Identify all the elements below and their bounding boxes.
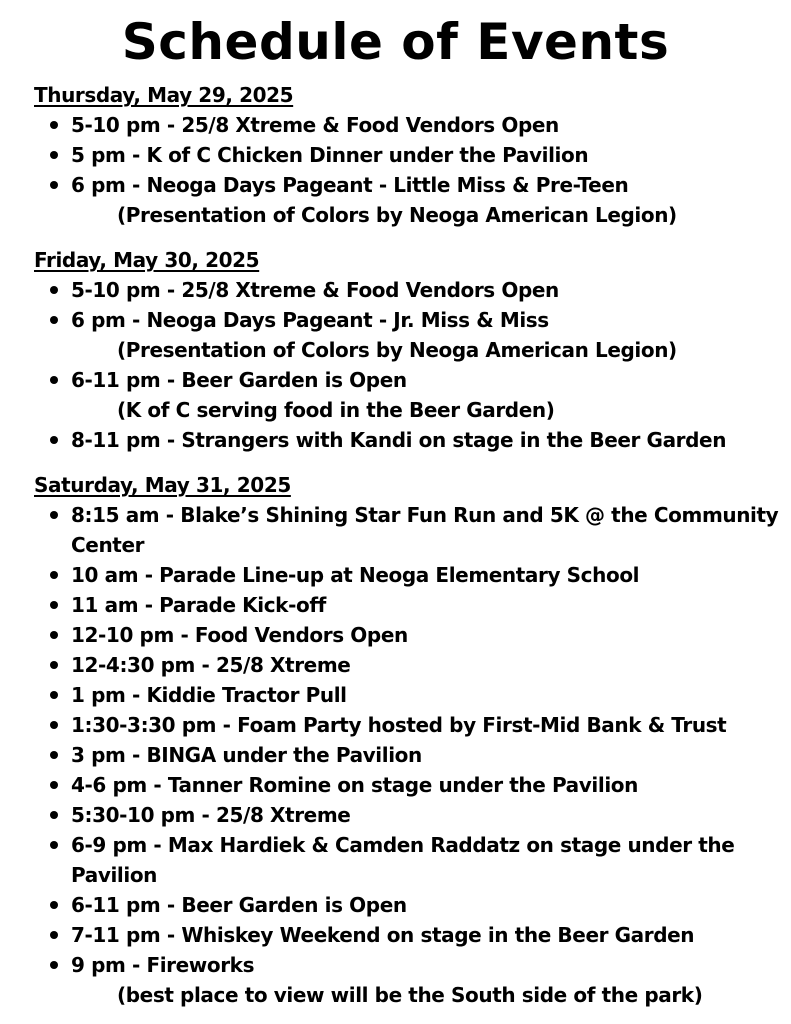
bullet-icon [50,181,58,189]
event-note: (K of C serving food in the Beer Garden) [117,398,555,422]
event-item: 5-10 pm - 25/8 Xtreme & Food Vendors Open [71,278,559,302]
bullet-icon [50,286,58,294]
event-item: 6-9 pm - Max Hardiek & Camden Raddatz on stage under the [71,833,735,857]
event-item: 10 am - Parade Line-up at Neoga Elementary School [71,563,640,587]
day-heading-saturday: Saturday, May 31, 2025 [34,473,291,497]
bullet-icon [50,631,58,639]
bullet-icon [50,781,58,789]
bullet-icon [50,691,58,699]
bullet-icon [50,511,58,519]
event-item-continuation: Pavilion [71,863,157,887]
event-item: 6-11 pm - Beer Garden is Open [71,893,407,917]
event-item: 5-10 pm - 25/8 Xtreme & Food Vendors Open [71,113,559,137]
event-item: 6 pm - Neoga Days Pageant - Jr. Miss & Miss [71,308,549,332]
bullet-icon [50,751,58,759]
bullet-icon [50,601,58,609]
event-note: (Presentation of Colors by Neoga American Legion) [117,203,677,227]
bullet-icon [50,151,58,159]
bullet-icon [50,901,58,909]
event-item: 8:15 am - Blake’s Shining Star Fun Run and 5K @ the Community [71,503,779,527]
event-item: 5:30-10 pm - 25/8 Xtreme [71,803,351,827]
bullet-icon [50,931,58,939]
event-item: 4-6 pm - Tanner Romine on stage under the Pavilion [71,773,638,797]
event-item: 12-4:30 pm - 25/8 Xtreme [71,653,351,677]
bullet-icon [50,376,58,384]
day-heading-thursday: Thursday, May 29, 2025 [34,83,294,107]
bullet-icon [50,121,58,129]
event-item: 6 pm - Neoga Days Pageant - Little Miss & Pre-Teen [71,173,629,197]
bullet-icon [50,571,58,579]
bullet-icon [50,721,58,729]
day-heading-friday: Friday, May 30, 2025 [34,248,260,272]
event-item: 1:30-3:30 pm - Foam Party hosted by First-Mid Bank & Trust [71,713,727,737]
bullet-icon [50,661,58,669]
event-item: 3 pm - BINGA under the Pavilion [71,743,422,767]
bullet-icon [50,436,58,444]
event-item: 11 am - Parade Kick-off [71,593,326,617]
event-item: 5 pm - K of C Chicken Dinner under the Pavilion [71,143,589,167]
bullet-icon [50,841,58,849]
event-item: 7-11 pm - Whiskey Weekend on stage in the Beer Garden [71,923,695,947]
event-item: 12-10 pm - Food Vendors Open [71,623,408,647]
event-item: 9 pm - Fireworks [71,953,255,977]
event-item: 6-11 pm - Beer Garden is Open [71,368,407,392]
bullet-icon [50,811,58,819]
bullet-icon [50,316,58,324]
event-item: 8-11 pm - Strangers with Kandi on stage in the Beer Garden [71,428,727,452]
event-note: (Presentation of Colors by Neoga American Legion) [117,338,677,362]
event-item: 1 pm - Kiddie Tractor Pull [71,683,347,707]
event-item-continuation: Center [71,533,145,557]
bullet-icon [50,961,58,969]
page-title: Schedule of Events [121,13,670,71]
event-note: (best place to view will be the South side of the park) [117,983,703,1007]
